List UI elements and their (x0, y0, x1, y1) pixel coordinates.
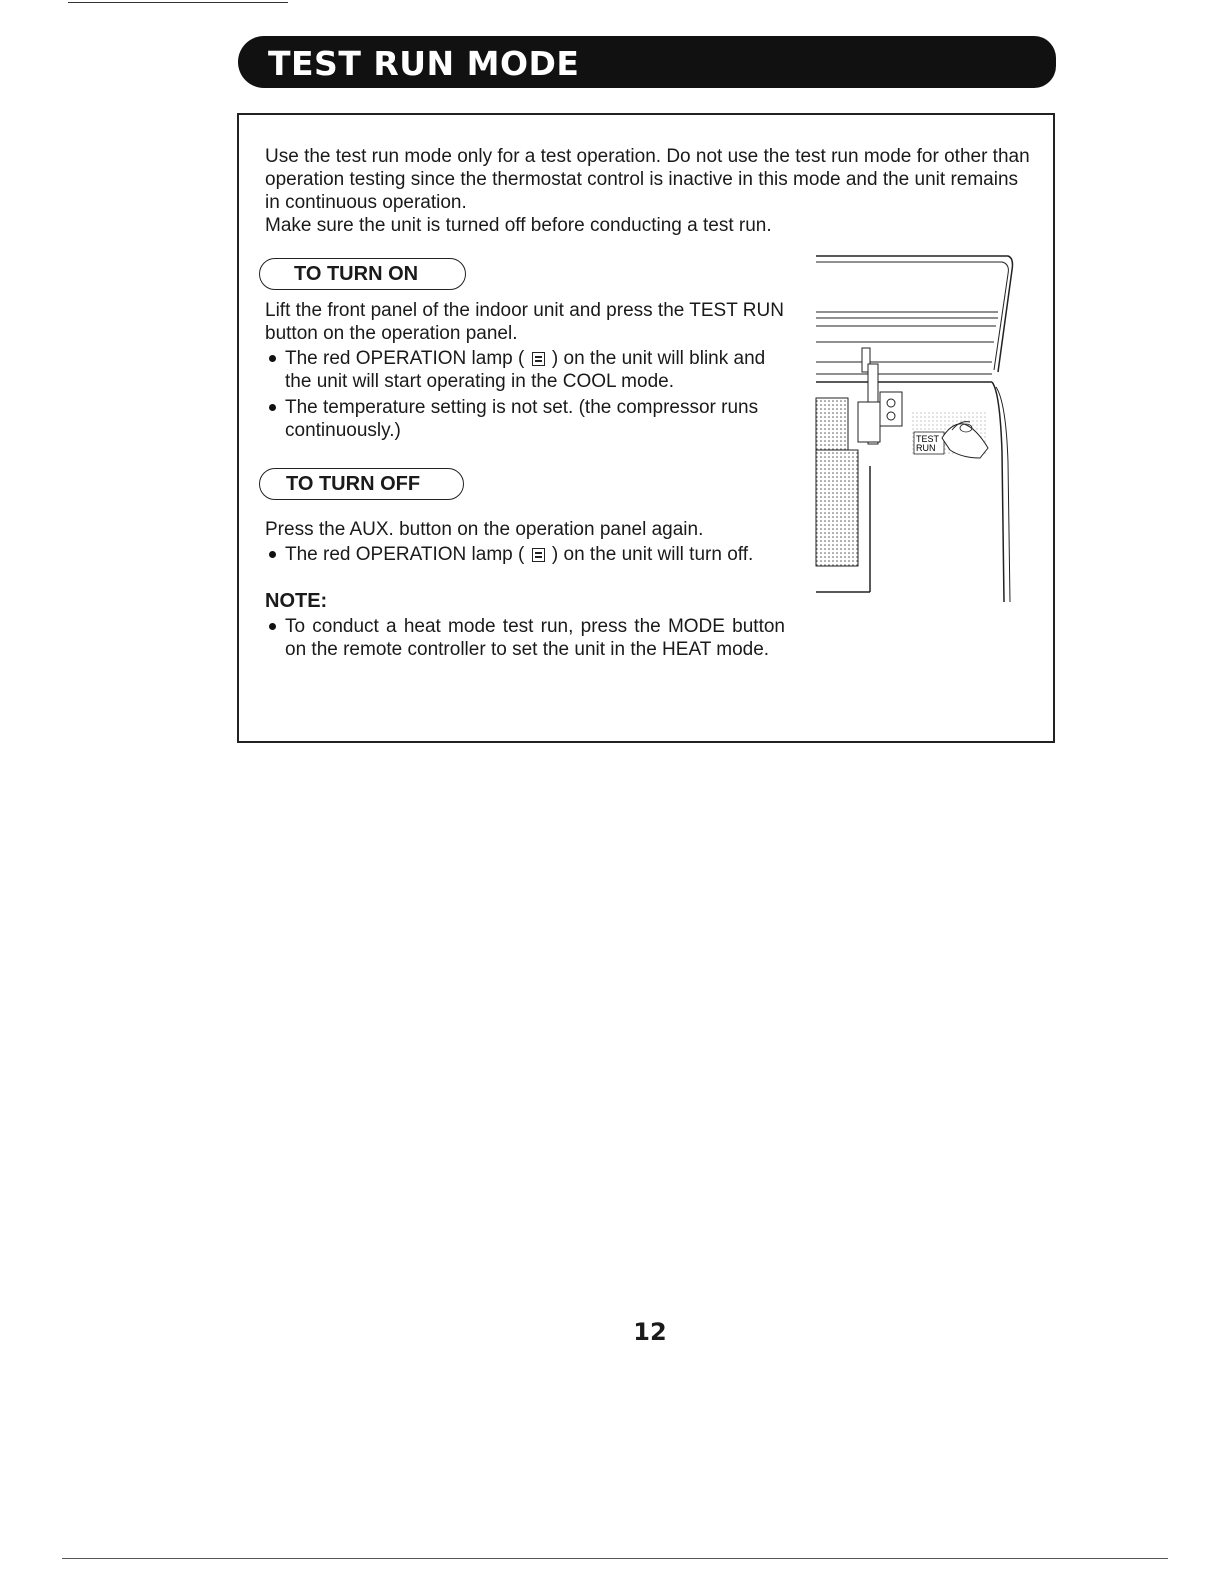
turn-on-bullets (265, 347, 785, 442)
test-run-label-line2: RUN (916, 443, 936, 453)
page-number: 12 (633, 1318, 667, 1346)
test-run-label-line1: TEST (916, 434, 940, 444)
title-banner (238, 36, 1056, 88)
list-item: The temperature setting is not set. (the compressor runs continuously.) (265, 396, 785, 442)
note-bullets (265, 615, 785, 661)
operation-lamp-icon (532, 548, 545, 562)
note-section (265, 615, 785, 664)
operation-lamp-icon (532, 352, 545, 366)
turn-off-instruction: Press the AUX. button on the operation panel again. (265, 519, 704, 540)
turn-off-section (265, 518, 785, 569)
indoor-unit-illustration (812, 252, 1022, 612)
turn-off-heading: TO TURN OFF (259, 468, 464, 500)
intro-paragraph: Use the test run mode only for a test operation. Do not use the test run mode for other than operation testing since the thermostat control is inactive in this mode and the unit remains in continuous operation. (265, 146, 1030, 213)
note-label: NOTE: (265, 590, 328, 612)
intro-warning: Make sure the unit is turned off before conducting a test run. (265, 215, 772, 236)
top-rule (68, 2, 288, 3)
bottom-rule (62, 1558, 1168, 1559)
list-item: The red OPERATION lamp ( ) on the unit will blink and the unit will start operating in the COOL mode. (265, 347, 785, 393)
turn-off-bullets (265, 543, 785, 566)
intro-text (265, 145, 1035, 237)
list-item: The red OPERATION lamp ( ) on the unit will turn off. (265, 543, 785, 566)
turn-on-section (265, 299, 785, 445)
page-title: TEST RUN MODE (268, 44, 580, 83)
turn-on-instruction: Lift the front panel of the indoor unit and press the TEST RUN button on the operation panel. (265, 300, 784, 344)
turn-on-heading: TO TURN ON (259, 258, 466, 290)
list-item: To conduct a heat mode test run, press the MODE button on the remote controller to set the unit in the HEAT mode. (265, 615, 785, 661)
